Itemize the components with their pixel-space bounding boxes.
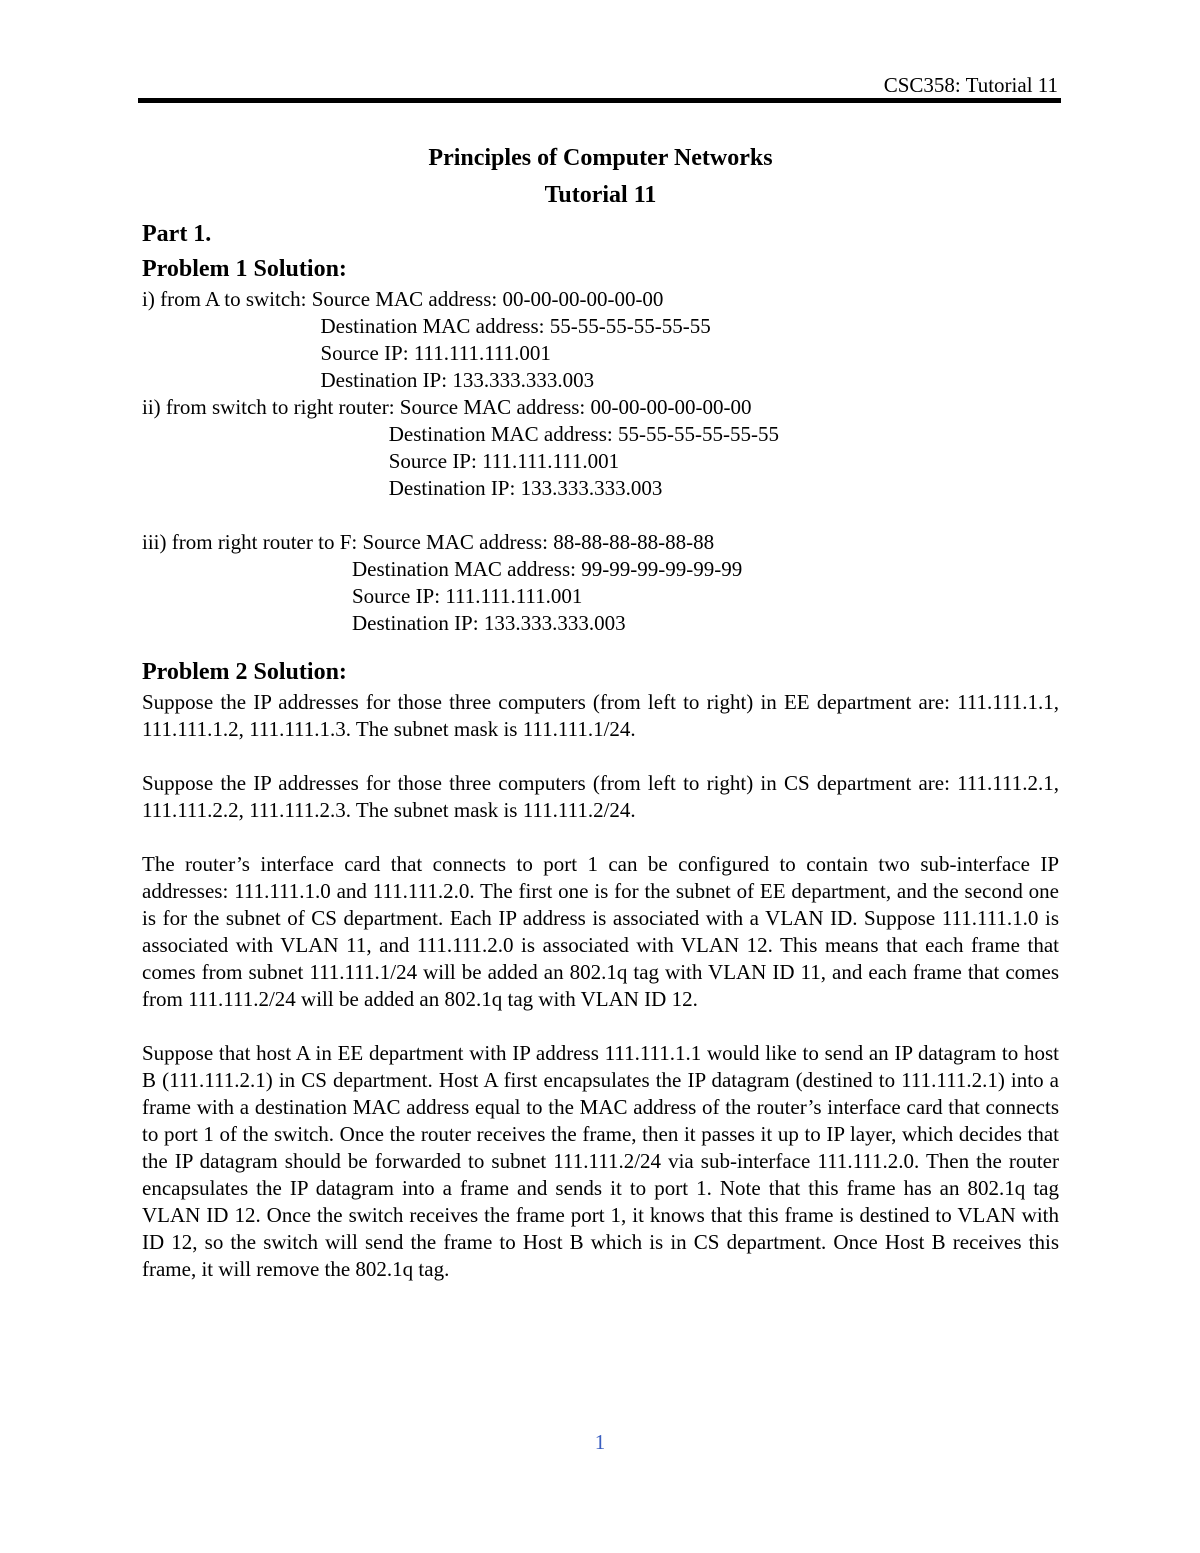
paragraph: The router’s interface card that connects to port 1 can be configured to contain two sub-interface IP addresses: 111.111.1.0 and 111.111.2.0. The first one is for the subnet of EE department, and the second one is for the subnet of CS department. Each IP address is associated with a VLAN ID. Suppose 111.111.1.0 is associated with VLAN 11, and 111.111.2.0 is associated with VLAN 12. This means that each frame that comes from subnet 111.111.1/24 will be added an 802.1q tag with VLAN ID 11, and each frame that comes from 111.111.2/24 will be added an 802.1q tag with VLAN ID 12.	[142, 852, 1059, 1011]
page-number: 1	[594, 1430, 606, 1454]
document-title: Principles of Computer Networks	[428, 145, 773, 171]
problem2-solution	[142, 689, 1059, 1283]
document-body	[142, 140, 1059, 1283]
solution-line: ii) from switch to right router: Source MAC address: 00-00-00-00-00-00	[142, 395, 752, 419]
document-subtitle: Tutorial 11	[544, 182, 657, 208]
solution-line: Destination MAC address: 55-55-55-55-55-55	[142, 422, 779, 446]
problem1-heading: Problem 1 Solution:	[142, 256, 347, 282]
solution-line: Destination MAC address: 55-55-55-55-55-55	[142, 314, 711, 338]
solution-line: Destination IP: 133.333.333.003	[142, 476, 663, 500]
part-heading: Part 1.	[142, 221, 212, 247]
header-rule	[138, 98, 1061, 103]
solution-line: Source IP: 111.111.111.001	[142, 584, 583, 608]
paragraph: Suppose the IP addresses for those three computers (from left to right) in CS department are: 111.111.2.1, 111.111.2.2, 111.111.2.3. The subnet mask is 111.111.2/24.	[142, 771, 1059, 822]
paragraph: Suppose that host A in EE department with IP address 111.111.1.1 would like to send an IP datagram to host B (111.111.2.1) in CS department. Host A first encapsulates the IP datagram (destined to 111.111.2.1) into a frame with a destination MAC address equal to the MAC address of the router’s interface card that connects to port 1 of the switch. Once the router receives the frame, then it passes it up to IP layer, which decides that the IP datagram should be forwarded to subnet 111.111.2/24 via sub-interface 111.111.2.0. Then the router encapsulates the IP datagram into a frame and sends it to port 1. Note that this frame has an 802.1q tag VLAN ID 12. Once the switch receives the frame port 1, it knows that this frame is destined to VLAN with ID 12, so the switch will send the frame to Host B which is in CS department. Once Host B receives this frame, it will remove the 802.1q tag.	[142, 1041, 1059, 1281]
solution-line: Destination IP: 133.333.333.003	[142, 611, 626, 635]
running-header: CSC358: Tutorial 11	[883, 73, 1058, 97]
problem1-solution	[142, 286, 1059, 637]
solution-line: Destination IP: 133.333.333.003	[142, 368, 595, 392]
solution-line: iii) from right router to F: Source MAC address: 88-88-88-88-88-88	[142, 530, 715, 554]
solution-line: Destination MAC address: 99-99-99-99-99-99	[142, 557, 743, 581]
solution-line: i) from A to switch: Source MAC address: 00-00-00-00-00-00	[142, 287, 664, 311]
solution-line: Source IP: 111.111.111.001	[142, 341, 551, 365]
solution-line: Source IP: 111.111.111.001	[142, 449, 620, 473]
problem2-heading: Problem 2 Solution:	[142, 659, 347, 685]
paragraph: Suppose the IP addresses for those three computers (from left to right) in EE department are: 111.111.1.1, 111.111.1.2, 111.111.1.3. The subnet mask is 111.111.1/24.	[142, 690, 1059, 741]
